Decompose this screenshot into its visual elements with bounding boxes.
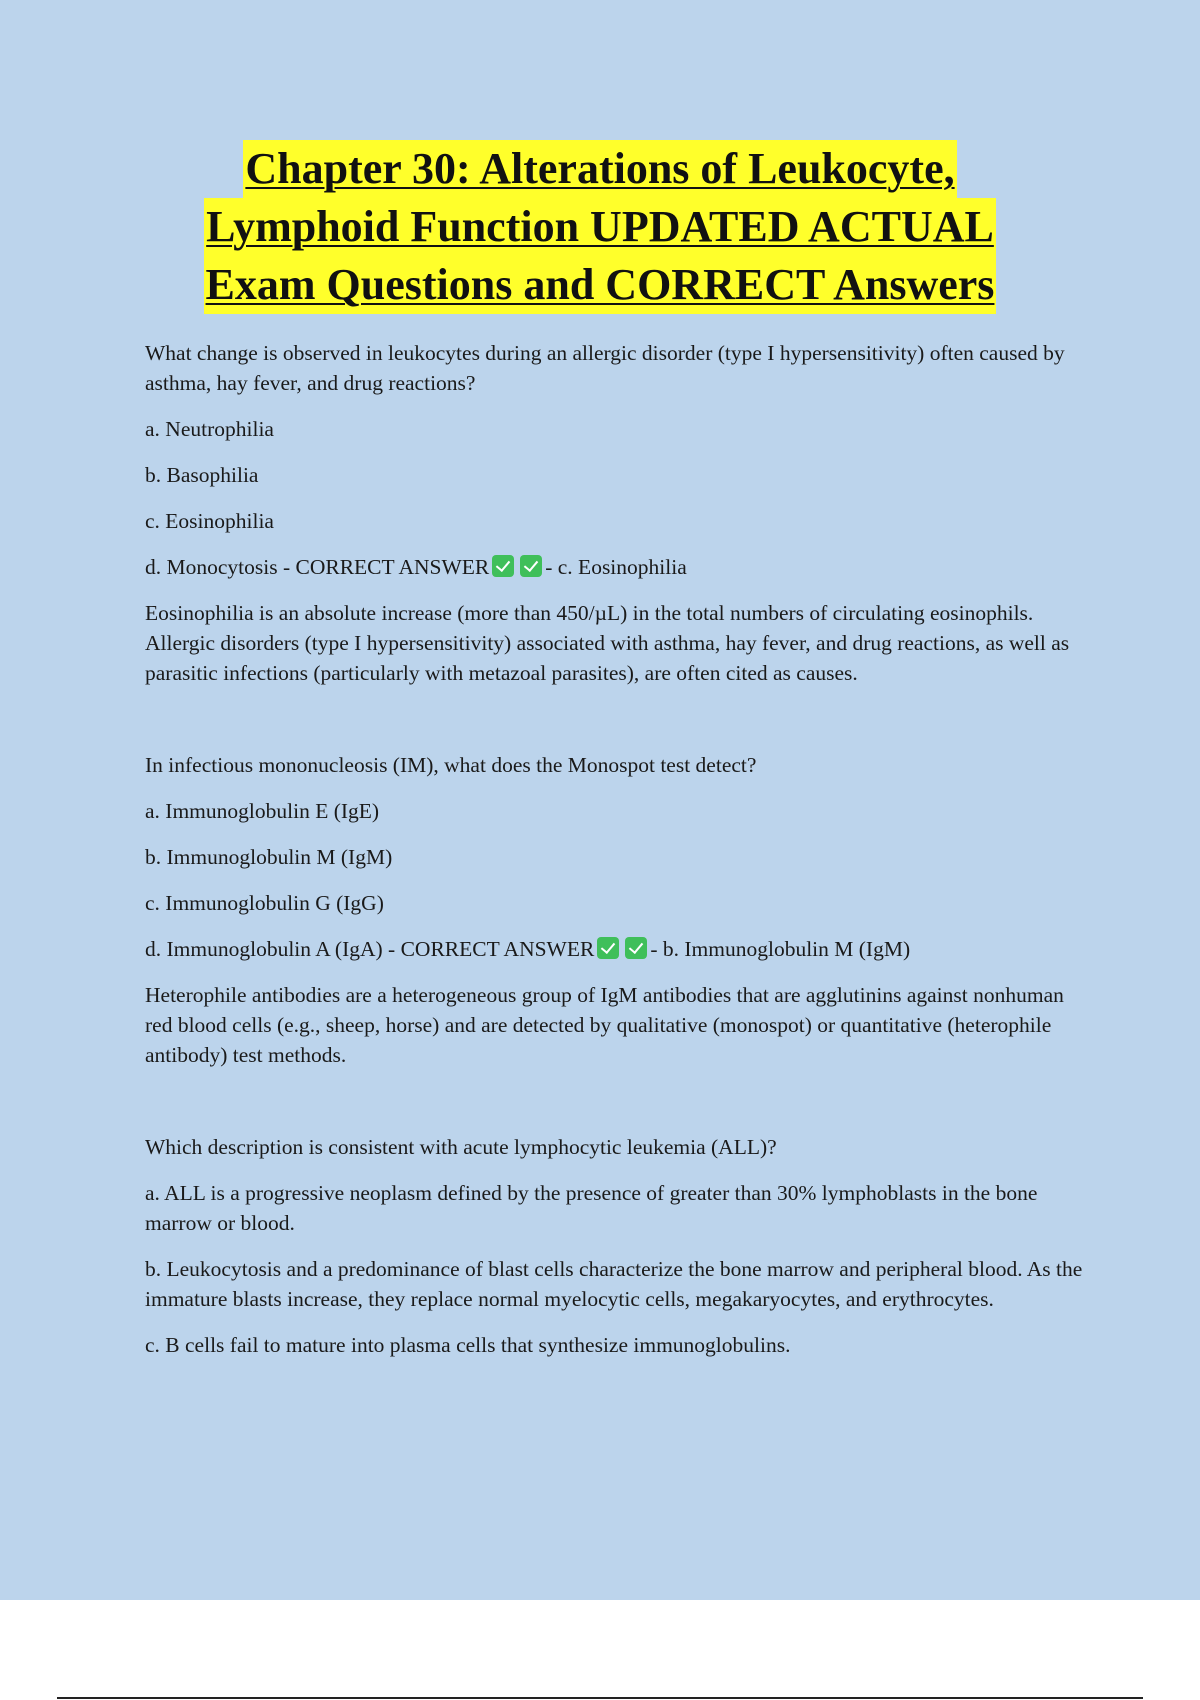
page-title [100, 140, 1100, 314]
answer-explanation: Eosinophilia is an absolute increase (more than 450/µL) in the total numbers of circulating eosinophils. Allergic disorders (type I hypersensitivity) associated with asthma, hay fever, and drug reactions, as well as parasitic infections (particularly with metazoal parasites), are often cited as causes. [145, 601, 1070, 685]
question-text: In infectious mononucleosis (IM), what does the Monospot test detect? [145, 753, 757, 777]
question-block-1 [145, 338, 1085, 688]
title-line-3: Exam Questions and CORRECT Answers [204, 256, 997, 314]
title-line-2: Lymphoid Function UPDATED ACTUAL [204, 198, 996, 256]
option-d-with-answer [145, 552, 1085, 582]
check-box-icon [597, 937, 619, 959]
question-block-2 [145, 750, 1085, 1070]
option-d-with-answer [145, 934, 1085, 964]
answer-explanation: Heterophile antibodies are a heterogeneous group of IgM antibodies that are agglutinins against nonhuman red blood cells (e.g., sheep, horse) and are detected by qualitative (monospot) or quantitative (heterophile antibody) test methods. [145, 983, 1064, 1067]
section-spacer [145, 704, 1085, 750]
correct-answer: - b. Immunoglobulin M (IgM) [650, 937, 911, 961]
option-b: b. Leukocytosis and a predominance of blast cells characterize the bone marrow and peripheral blood. As the immature blasts increase, they replace normal myelocytic cells, megakaryocytes, and erythrocytes. [145, 1257, 1083, 1311]
question-text: Which description is consistent with acute lymphocytic leukemia (ALL)? [145, 1135, 777, 1159]
option-c: c. B cells fail to mature into plasma cells that synthesize immunoglobulins. [145, 1333, 791, 1357]
check-box-icon [520, 555, 542, 577]
correct-answer: - c. Eosinophilia [545, 555, 687, 579]
option-a: a. Neutrophilia [145, 417, 274, 441]
option-d: d. Monocytosis - CORRECT ANSWER [145, 555, 490, 579]
section-spacer [145, 1086, 1085, 1132]
question-block-3 [145, 1132, 1085, 1360]
option-b: b. Immunoglobulin M (IgM) [145, 845, 393, 869]
check-box-icon [625, 937, 647, 959]
question-text: What change is observed in leukocytes during an allergic disorder (type I hypersensitivity) often caused by asthma, hay fever, and drug reactions? [145, 341, 1065, 395]
option-a: a. ALL is a progressive neoplasm defined by the presence of greater than 30% lymphoblasts in the bone marrow or blood. [145, 1181, 1038, 1235]
option-d: d. Immunoglobulin A (IgA) - CORRECT ANSWER [145, 937, 595, 961]
option-c: c. Immunoglobulin G (IgG) [145, 891, 384, 915]
questions-content [145, 338, 1085, 1376]
option-c: c. Eosinophilia [145, 509, 274, 533]
title-line-1: Chapter 30: Alterations of Leukocyte, [243, 140, 956, 198]
option-a: a. Immunoglobulin E (IgE) [145, 799, 380, 823]
check-box-icon [492, 555, 514, 577]
option-b: b. Basophilia [145, 463, 259, 487]
footer-divider [57, 1697, 1143, 1699]
